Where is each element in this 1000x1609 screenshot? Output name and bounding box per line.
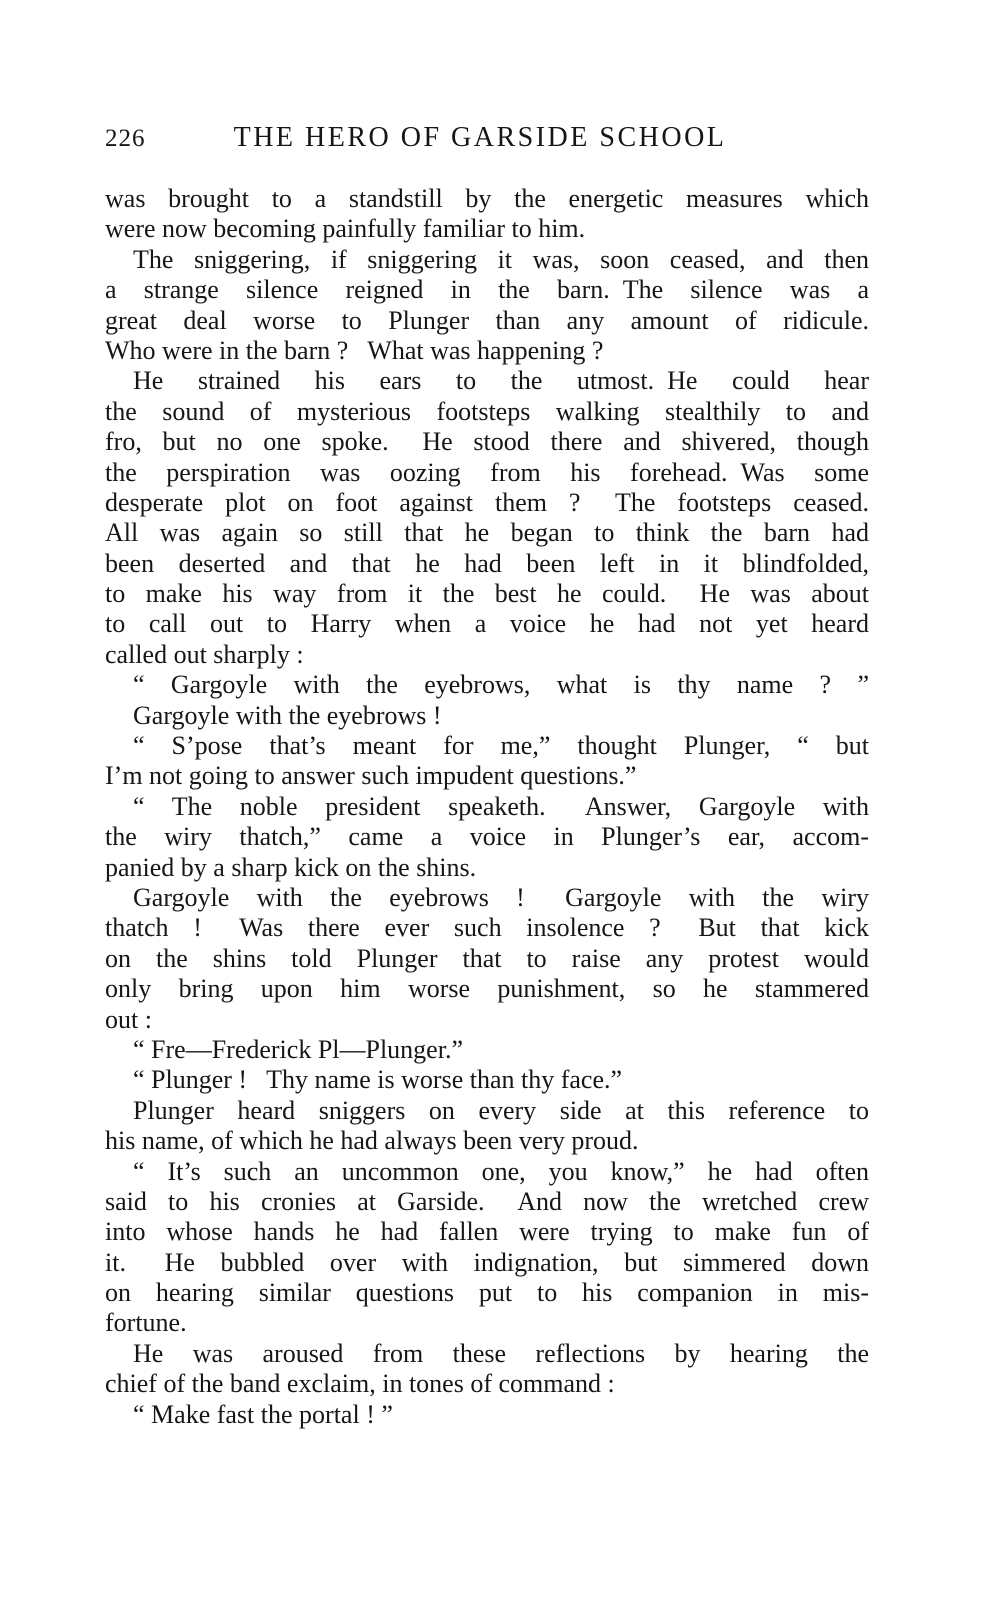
paragraph [105, 1400, 869, 1430]
text-line: on hearing similar questions put to his companion in mis- [105, 1278, 869, 1308]
text-line: “ Plunger ! Thy name is worse than thy face.” [133, 1065, 623, 1095]
running-header [105, 122, 869, 154]
text-line: All was again so still that he began to think the barn had [105, 518, 869, 548]
text-line: “ Fre—Frederick Pl—Plunger.” [133, 1034, 463, 1064]
text-line: chief of the band exclaim, in tones of command : [105, 1369, 615, 1399]
text-line: Gargoyle with the eyebrows ! Gargoyle with the wiry [133, 882, 869, 912]
page-title: THE HERO OF GARSIDE SCHOOL [233, 122, 727, 153]
text-line: He was aroused from these reflections by hearing the [133, 1338, 869, 1368]
text-line: Gargoyle with the eyebrows ! [133, 700, 442, 730]
paragraph [105, 1339, 869, 1400]
text-line: the sound of mysterious footsteps walking stealthily to and [105, 396, 869, 426]
text-line: He strained his ears to the utmost. He could hear [133, 366, 869, 396]
paragraph [105, 1035, 869, 1065]
text-line: “ S’pose that’s meant for me,” thought Plunger, “ but [133, 731, 869, 761]
text-line: I’m not going to answer such impudent questions.” [105, 761, 637, 791]
text-line: been deserted and that he had been left in it blindfolded, [105, 548, 869, 578]
text-line: his name, of which he had always been very proud. [105, 1126, 639, 1156]
text-line: a strange silence reigned in the barn. The silence was a [105, 275, 869, 305]
paragraph [105, 245, 869, 367]
paragraph [105, 731, 869, 792]
text-line: the perspiration was oozing from his forehead. Was some [105, 457, 869, 487]
paragraph [105, 1157, 869, 1339]
text-line: “ The noble president speaketh. Answer, Gargoyle with [133, 791, 869, 821]
text-line: it. He bubbled over with indignation, but simmered down [105, 1247, 869, 1277]
text-line: “ It’s such an uncommon one, you know,” he had often [133, 1156, 869, 1186]
text-line: The sniggering, if sniggering it was, soon ceased, and then [133, 244, 869, 274]
text-line: out : [105, 1004, 152, 1034]
text-line: panied by a sharp kick on the shins. [105, 852, 477, 882]
page-number: 226 [105, 125, 146, 152]
paragraph [105, 883, 869, 1035]
text-line: was brought to a standstill by the energetic measures which [105, 184, 869, 213]
text-line: fro, but no one spoke. He stood there and shivered, though [105, 427, 869, 457]
text-line: called out sharply : [105, 639, 304, 669]
text-line: to call out to Harry when a voice he had not yet heard [105, 609, 869, 639]
page-content [105, 122, 869, 1430]
paragraph [105, 701, 869, 731]
page-body [105, 184, 869, 1430]
text-line: the wiry thatch,” came a voice in Plunger’s ear, accom- [105, 822, 869, 852]
text-line: thatch ! Was there ever such insolence ? But that kick [105, 913, 869, 943]
paragraph [105, 670, 869, 700]
text-line: “ Gargoyle with the eyebrows, what is thy name ? ” [133, 670, 869, 700]
text-line: great deal worse to Plunger than any amount of ridicule. [105, 305, 869, 335]
text-line: “ Make fast the portal ! ” [133, 1399, 393, 1429]
paragraph [105, 1065, 869, 1095]
text-line: were now becoming painfully familiar to him. [105, 214, 586, 244]
text-line: only bring upon him worse punishment, so he stammered [105, 974, 869, 1004]
text-line: said to his cronies at Garside. And now the wretched crew [105, 1186, 869, 1216]
text-line: fortune. [105, 1308, 187, 1338]
text-line: to make his way from it the best he could. He was about [105, 579, 869, 609]
text-line: desperate plot on foot against them ? The footsteps ceased. [105, 487, 869, 517]
text-line: Plunger heard sniggers on every side at this reference to [133, 1095, 869, 1125]
text-line: Who were in the barn ? What was happening ? [105, 335, 604, 365]
paragraph [105, 184, 869, 245]
paragraph [105, 792, 869, 883]
paragraph [105, 1096, 869, 1157]
text-line: on the shins told Plunger that to raise any protest would [105, 943, 869, 973]
paragraph [105, 366, 869, 670]
text-line: into whose hands he had fallen were trying to make fun of [105, 1217, 869, 1247]
